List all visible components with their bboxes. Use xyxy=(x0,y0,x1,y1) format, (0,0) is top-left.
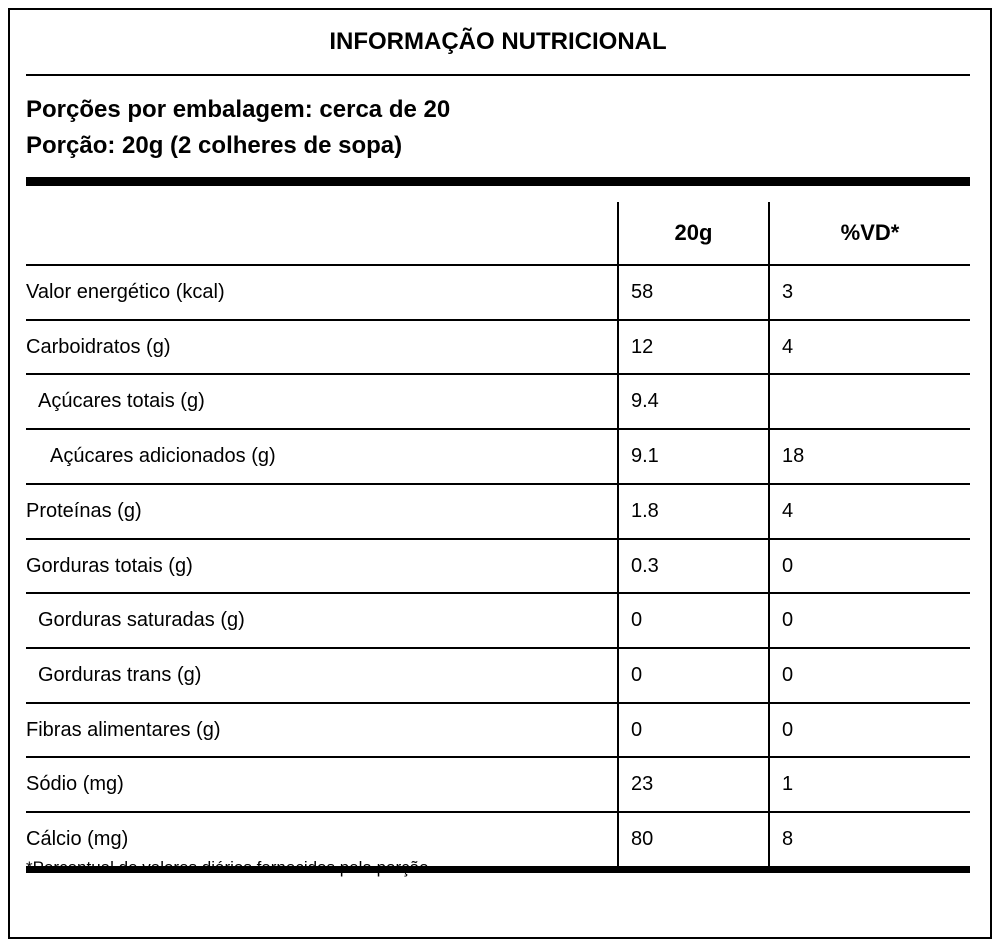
nutrient-daily-value: 3 xyxy=(782,281,794,303)
nutrient-daily-value: 18 xyxy=(782,445,805,467)
nutrient-label: Açúcares totais (g) xyxy=(38,390,205,412)
nutrient-amount: 0 xyxy=(631,609,643,631)
row-divider xyxy=(26,264,970,266)
nutrient-label: Proteínas (g) xyxy=(26,500,142,522)
nutrient-label: Gorduras trans (g) xyxy=(38,664,202,686)
nutrient-amount: 1.8 xyxy=(631,500,659,522)
row-divider xyxy=(26,373,970,375)
label-title: INFORMAÇÃO NUTRICIONAL xyxy=(329,28,667,55)
row-divider xyxy=(26,702,970,704)
row-divider xyxy=(26,319,970,321)
row-divider xyxy=(26,592,970,594)
row-divider xyxy=(26,538,970,540)
row-divider xyxy=(26,483,970,485)
header-thick-divider xyxy=(26,177,970,186)
row-divider xyxy=(26,428,970,430)
nutrient-daily-value: 0 xyxy=(782,555,794,577)
nutrient-amount: 80 xyxy=(631,828,654,850)
nutrient-daily-value: 1 xyxy=(782,773,794,795)
nutrient-daily-value: 0 xyxy=(782,719,794,741)
column-header-amount: 20g xyxy=(674,220,713,245)
nutrient-label: Gorduras totais (g) xyxy=(26,555,193,577)
nutrient-daily-value: 0 xyxy=(782,609,794,631)
nutrient-daily-value: 0 xyxy=(782,664,794,686)
row-divider xyxy=(26,647,970,649)
nutrient-amount: 9.1 xyxy=(631,445,659,467)
nutrient-amount: 9.4 xyxy=(631,390,659,412)
column-divider-dv xyxy=(768,202,770,867)
servings-per-package: Porções por embalagem: cerca de 20 xyxy=(26,96,451,123)
row-divider xyxy=(26,811,970,813)
column-header-dv: %VD* xyxy=(840,220,900,245)
nutrient-daily-value: 4 xyxy=(782,336,794,358)
nutrient-label: Sódio (mg) xyxy=(26,773,124,795)
nutrient-amount: 23 xyxy=(631,773,654,795)
serving-size: Porção: 20g (2 colheres de sopa) xyxy=(26,132,403,159)
nutrient-label: Cálcio (mg) xyxy=(26,828,129,850)
nutrient-label: Fibras alimentares (g) xyxy=(26,719,221,741)
nutrient-label: Valor energético (kcal) xyxy=(26,281,225,303)
nutrient-amount: 0 xyxy=(631,719,643,741)
nutrient-label: Gorduras saturadas (g) xyxy=(38,609,245,631)
nutrient-amount: 58 xyxy=(631,281,654,303)
nutrient-label: Açúcares adicionados (g) xyxy=(50,445,276,467)
nutrient-amount: 0.3 xyxy=(631,555,659,577)
nutrient-daily-value: 8 xyxy=(782,828,794,850)
nutrient-amount: 0 xyxy=(631,664,643,686)
nutrient-daily-value: 4 xyxy=(782,500,794,522)
nutrient-label: Carboidratos (g) xyxy=(26,336,171,358)
title-divider xyxy=(26,74,970,76)
row-divider xyxy=(26,756,970,758)
column-divider-amount xyxy=(617,202,619,867)
nutrient-amount: 12 xyxy=(631,336,654,358)
footnote: *Percentual de valores diários fornecidos pela porção. xyxy=(26,858,434,877)
